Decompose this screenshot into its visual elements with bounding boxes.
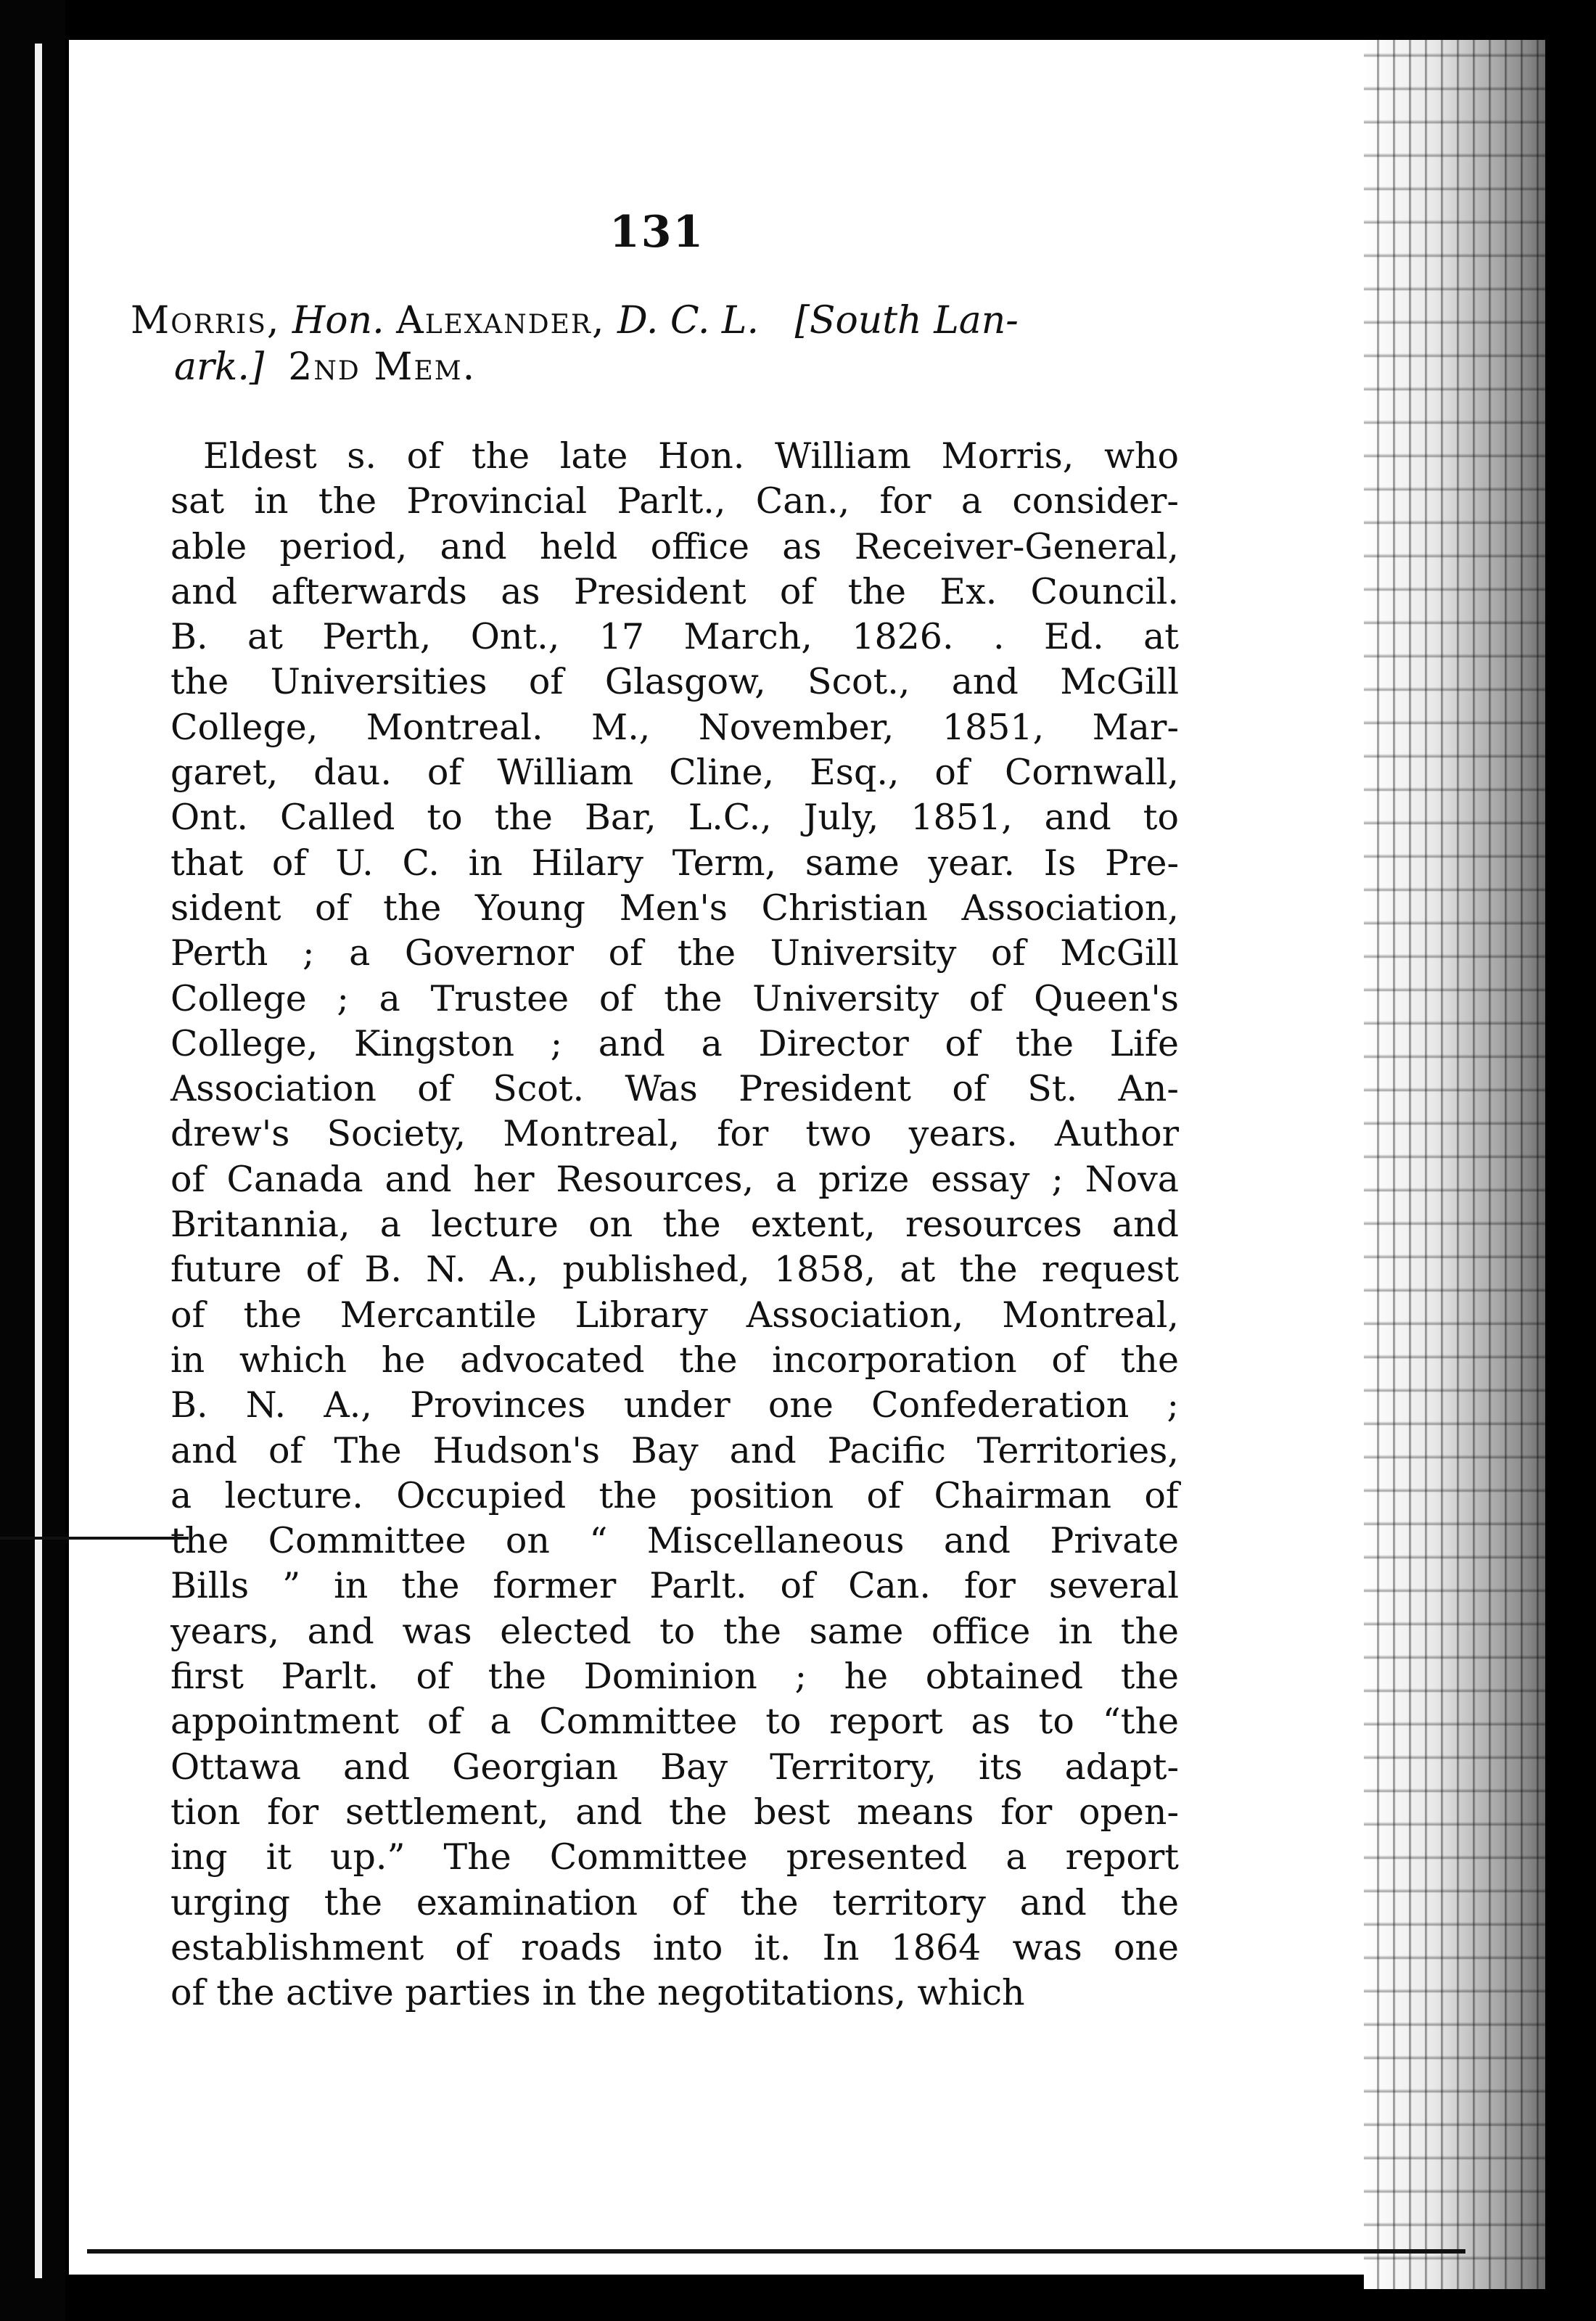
body-line: College, Montreal. M., November, 1851, Mar- xyxy=(170,706,1179,748)
body-line: College ; a Trustee of the University of Queen's xyxy=(170,977,1179,1019)
body-line: of the Mercantile Library Association, Montreal, xyxy=(170,1294,1179,1336)
left-binding-edge xyxy=(35,44,42,2278)
body-line: Bills ” in the former Parlt. of Can. for several xyxy=(170,1565,1179,1607)
heading-riding-part1: [South Lan- xyxy=(794,299,1019,342)
body-line: and of The Hudson's Bay and Pacific Territories, xyxy=(170,1429,1179,1471)
body-line: sident of the Young Men's Christian Association, xyxy=(170,887,1179,929)
right-page-edge xyxy=(1545,0,1596,2321)
heading-given-name: Alexander, xyxy=(396,299,606,342)
body-line: future of B. N. A., published, 1858, at the request xyxy=(170,1249,1179,1291)
entry-body xyxy=(170,434,1179,2016)
body-line: years, and was elected to the same office in the xyxy=(170,1610,1179,1652)
heading-riding-part2: ark.] xyxy=(174,345,265,389)
body-line: in which he advocated the incorporation of the xyxy=(170,1339,1179,1381)
body-line: that of U. C. in Hilary Term, same year. Is Pre- xyxy=(170,842,1179,884)
heading-honorific: Hon. xyxy=(292,299,384,342)
body-line: of the active parties in the negotitations, which xyxy=(170,1972,1025,2014)
body-line: Ont. Called to the Bar, L.C., July, 1851, and to xyxy=(170,797,1179,839)
body-line: of Canada and her Resources, a prize essay ; Nova xyxy=(170,1158,1179,1200)
body-line: first Parlt. of the Dominion ; he obtained the xyxy=(170,1656,1179,1698)
body-line: sat in the Provincial Parlt., Can., for a consider- xyxy=(170,480,1179,522)
body-line: Association of Scot. Was President of St. An- xyxy=(170,1068,1179,1110)
body-line: tion for settlement, and the best means for open- xyxy=(170,1791,1179,1833)
body-line: drew's Society, Montreal, for two years. Author xyxy=(170,1113,1179,1155)
bottom-edge-rule xyxy=(87,2249,1465,2254)
body-line: Ottawa and Georgian Bay Territory, its adapt- xyxy=(170,1746,1179,1788)
body-line: and afterwards as President of the Ex. Council. xyxy=(170,570,1179,612)
body-line: the Committee on “ Miscellaneous and Private xyxy=(170,1520,1179,1562)
page-number: 131 xyxy=(609,207,705,258)
body-line: B. at Perth, Ont., 17 March, 1826. . Ed. at xyxy=(170,616,1179,658)
body-line: Britannia, a lecture on the extent, resources and xyxy=(170,1204,1179,1246)
entry-heading xyxy=(131,297,1190,390)
body-line: appointment of a Committee to report as to “the xyxy=(170,1701,1179,1743)
left-binding xyxy=(0,0,65,2321)
body-line: the Universities of Glasgow, Scot., and McGill xyxy=(170,661,1179,703)
body-line: a lecture. Occupied the position of Chairman of xyxy=(170,1474,1179,1516)
body-line: able period, and held office as Receiver-General, xyxy=(170,525,1179,567)
body-line: College, Kingston ; and a Director of the Life xyxy=(170,1022,1179,1064)
body-line: Eldest s. of the late Hon. William Morris, who xyxy=(203,435,1179,477)
heading-surname: Morris, xyxy=(131,299,281,342)
body-line: establishment of roads into it. In 1864 was one xyxy=(170,1926,1179,1968)
heading-member: 2nd Mem. xyxy=(288,345,477,389)
body-line: B. N. A., Provinces under one Confederation ; xyxy=(170,1384,1179,1426)
body-line: garet, dau. of William Cline, Esq., of Cornwall, xyxy=(170,752,1179,794)
body-line: Perth ; a Governor of the University of McGill xyxy=(170,932,1179,974)
margin-mark xyxy=(0,1537,189,1540)
body-line: ing it up.” The Committee presented a report xyxy=(170,1836,1179,1878)
heading-degree: D. C. L. xyxy=(617,299,759,342)
body-line: urging the examination of the territory and the xyxy=(170,1881,1179,1923)
